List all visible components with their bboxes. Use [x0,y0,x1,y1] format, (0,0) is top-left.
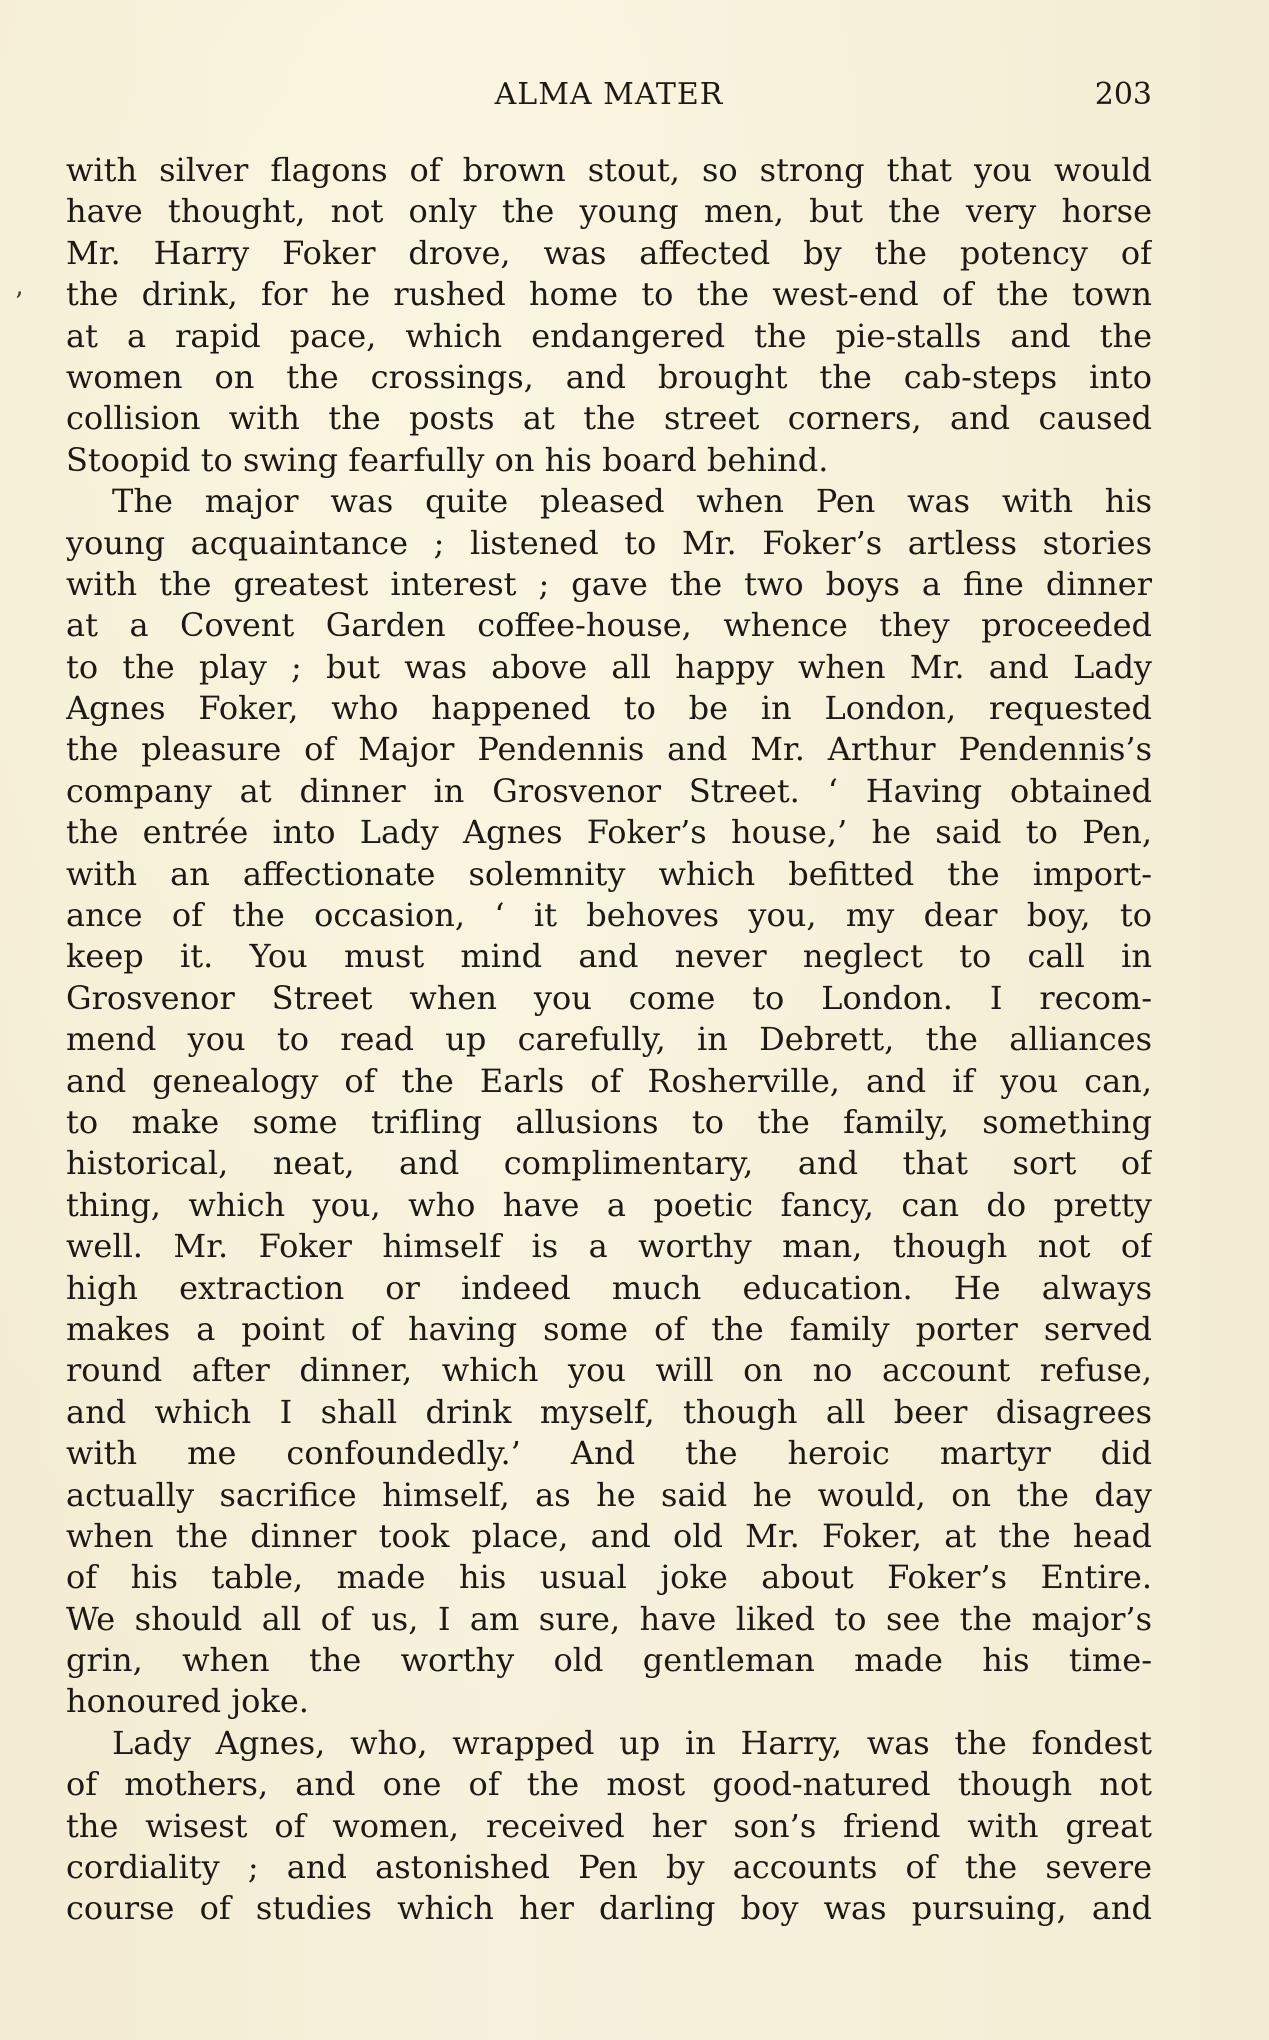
running-head [66,70,1152,120]
text-line: with an affectionate solemnity which befitted the import- [66,854,1152,893]
text-line: with the greatest interest ; gave the two boys a fine dinner [66,564,1152,603]
text-line: with silver flagons of brown stout, so strong that you would [66,151,1152,189]
text-line: actually sacrifice himself, as he said he would, on the day [66,1475,1152,1514]
running-title: ALMA MATER [494,77,724,112]
text-line: at a rapid pace, which endangered the pie-stalls and the [66,316,1152,355]
margin-pencil-mark: ʼ [14,288,23,318]
text-line: the entrée into Lady Agnes Foker’s house,’ he said to Pen, [66,813,1152,852]
text-line: have thought, not only the young men, but the very horse [66,192,1152,231]
page-number: 203 [1094,77,1152,112]
text-line: Stoopid to swing fearfully on his board behind. [66,440,829,479]
text-line: cordiality ; and astonished Pen by accounts of the severe [66,1848,1152,1887]
text-line: honoured joke. [66,1682,309,1721]
text-line: keep it. You must mind and never neglect to call in [66,937,1152,976]
text-line: mend you to read up carefully, in Debrett, the alliances [66,1020,1152,1059]
text-line: the drink, for he rushed home to the west-end of the town [66,275,1152,314]
text-line: Grosvenor Street when you come to London. I recom- [66,978,1152,1017]
text-line: of mothers, and one of the most good-natured though not [66,1765,1152,1804]
text-line: women on the crossings, and brought the cab-steps into [66,357,1152,396]
text-line: with me confoundedly.’ And the heroic martyr did [66,1434,1152,1473]
text-line: We should all of us, I am sure, have liked to see the major’s [66,1599,1152,1638]
text-line: historical, neat, and complimentary, and that sort of [66,1144,1152,1183]
text-line: round after dinner, which you will on no account refuse, [66,1351,1152,1390]
text-line: the pleasure of Major Pendennis and Mr. Arthur Pendennis’s [66,730,1152,769]
text-line: course of studies which her darling boy was pursuing, and [66,1889,1152,1928]
text-line: young acquaintance ; listened to Mr. Foker’s artless stories [66,523,1152,562]
text-line: Lady Agnes, who, wrapped up in Harry, was the fondest [112,1723,1152,1762]
text-line: and which I shall drink myself, though all beer disagrees [66,1392,1152,1431]
text-line: at a Covent Garden coffee-house, whence they proceeded [66,606,1152,645]
text-line: company at dinner in Grosvenor Street. ‘ Having obtained [66,771,1152,810]
text-line: the wisest of women, received her son’s friend with great [66,1806,1152,1845]
body-text [66,150,1152,1930]
text-line: to the play ; but was above all happy when Mr. and Lady [66,647,1152,686]
text-line: when the dinner took place, and old Mr. Foker, at the head [66,1516,1152,1555]
text-line: Mr. Harry Foker drove, was affected by the potency of [66,233,1152,272]
text-line: thing, which you, who have a poetic fancy, can do pretty [66,1185,1152,1224]
text-line: makes a point of having some of the family porter served [66,1309,1152,1348]
text-line: Agnes Foker, who happened to be in London, requested [66,689,1152,728]
text-line: high extraction or indeed much education. He always [66,1268,1152,1307]
text-line: to make some trifling allusions to the family, something [66,1102,1152,1141]
text-line: collision with the posts at the street corners, and caused [66,399,1152,438]
text-line: The major was quite pleased when Pen was with his [112,482,1152,521]
text-line: well. Mr. Foker himself is a worthy man, though not of [66,1227,1152,1266]
text-line: and genealogy of the Earls of Rosherville, and if you can, [66,1061,1152,1100]
text-line: ance of the occasion, ‘ it behoves you, my dear boy, to [66,896,1152,935]
text-line: of his table, made his usual joke about Foker’s Entire. [66,1558,1152,1597]
text-line: grin, when the worthy old gentleman made his time- [66,1641,1152,1680]
